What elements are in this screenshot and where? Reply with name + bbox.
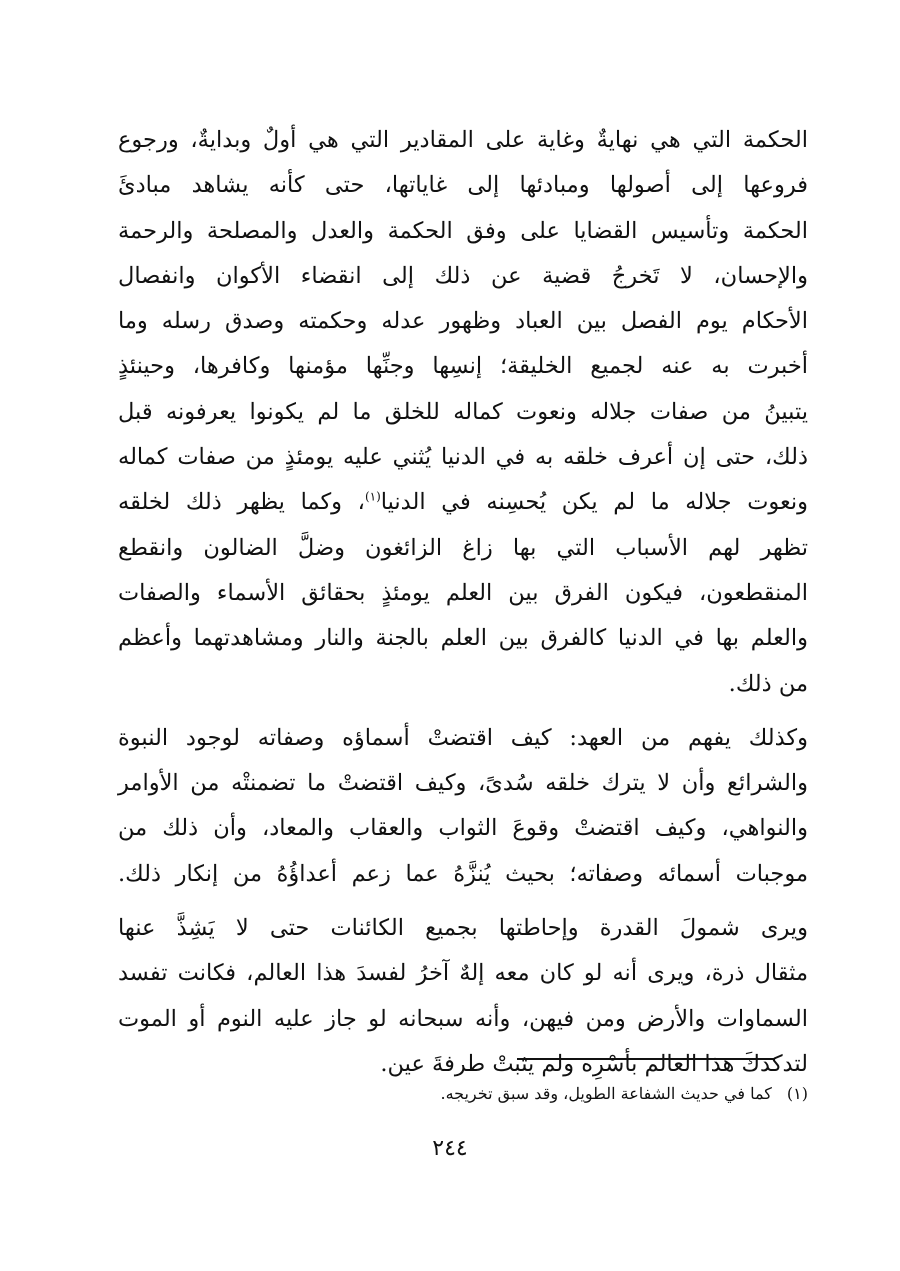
text-line: الأحكام يوم الفصل بين العباد وظهور عدله وحكمته وصدق رسله وما bbox=[118, 308, 808, 335]
text-line: الحكمة التي هي نهايةٌ وغاية على المقادير التي هي أولٌ وبدايةٌ، ورجوع bbox=[118, 127, 808, 153]
text-line: ذلك، حتى إن أعرف خلقه به في الدنيا يُثني عليه يومئذٍ من صفات كماله bbox=[118, 444, 808, 471]
text-line: ويرى شمولَ القدرة وإحاطتها بجميع الكائنات حتى لا يَشِذَّ عنها bbox=[118, 915, 808, 942]
text-line: والشرائع وأن لا يترك خلقه سُدىً، وكيف اقتضتْ ما تضمنتْه من الأوامر bbox=[118, 770, 808, 797]
paragraph-1 bbox=[118, 118, 808, 707]
footnote-text: كما في حديث الشفاعة الطويل، وقد سبق تخريجه. bbox=[440, 1084, 772, 1103]
text-line: والعلم بها في الدنيا كالفرق بين العلم بالجنة والنار ومشاهدتهما وأعظم bbox=[118, 625, 808, 652]
footnote bbox=[308, 1082, 808, 1106]
text-line: المنقطعون، فيكون الفرق بين العلم يومئذٍ بحقائق الأسماء والصفات bbox=[118, 579, 808, 606]
text-line: وكذلك يفهم من العهد: كيف اقتضتْ أسماؤه وصفاته لوجود النبوة bbox=[118, 724, 808, 751]
text-line: السماوات والأرض ومن فيهن، وأنه سبحانه لو جاز عليه النوم أو الموت bbox=[118, 1005, 808, 1032]
page-number: ٢٤٤ bbox=[432, 1136, 468, 1161]
text-line: لتدكدكَ هذا العالم بأسْرِه ولم يثبتْ طرفةَ عين. bbox=[380, 1050, 808, 1077]
paragraph-2 bbox=[118, 716, 808, 897]
text-line: من ذلك. bbox=[728, 670, 808, 697]
footnote-reference[interactable]: (١) bbox=[364, 489, 381, 504]
footnote-number: (١) bbox=[786, 1084, 808, 1103]
text-line: مثقال ذرة، ويرى أنه لو كان معه إلهٌ آخرُ لفسدَ هذا العالم، فكانت تفسد bbox=[118, 960, 808, 987]
text-line: موجبات أسمائه وصفاته؛ بحيث يُنزَّهُ عما زعم أعداؤُهُ من إنكار ذلك. bbox=[118, 860, 808, 887]
text-line: يتبينُ من صفات جلاله ونعوت كماله للخلق ما لم يكونوا يعرفونه قبل bbox=[118, 398, 808, 425]
text-line: والنواهي، وكيف اقتضتْ وقوعَ الثواب والعقاب والمعاد، وأن ذلك من bbox=[118, 815, 808, 842]
text-line-with-footnote-ref bbox=[118, 480, 808, 525]
paragraph-3 bbox=[118, 906, 808, 1087]
text-line: أخبرت به عنه لجميع الخليقة؛ إنسِها وجنِّها مؤمنها وكافرها، وحينئذٍ bbox=[118, 353, 808, 380]
footnote-divider bbox=[517, 1058, 775, 1060]
text-line: تظهر لهم الأسباب التي بها زاغ الزائغون وضلَّ الضالون وانقطع bbox=[118, 534, 808, 561]
page-body bbox=[118, 118, 808, 1087]
text-line: الحكمة وتأسيس القضايا على وفق الحكمة والعدل والمصلحة والرحمة bbox=[118, 217, 808, 244]
text-segment: ونعوت جلاله ما لم يكن يُحسِنه في الدنيا bbox=[380, 489, 808, 516]
text-segment: ، وكما يظهر ذلك لخلقه bbox=[118, 489, 365, 516]
text-line: فروعها إلى أصولها ومبادئها إلى غاياتها، حتى كأنه يشاهد مبادئَ bbox=[118, 172, 808, 199]
text-line: والإحسان، لا تَخرجُ قضية عن ذلك إلى انقضاء الأكوان وانفصال bbox=[118, 262, 808, 289]
